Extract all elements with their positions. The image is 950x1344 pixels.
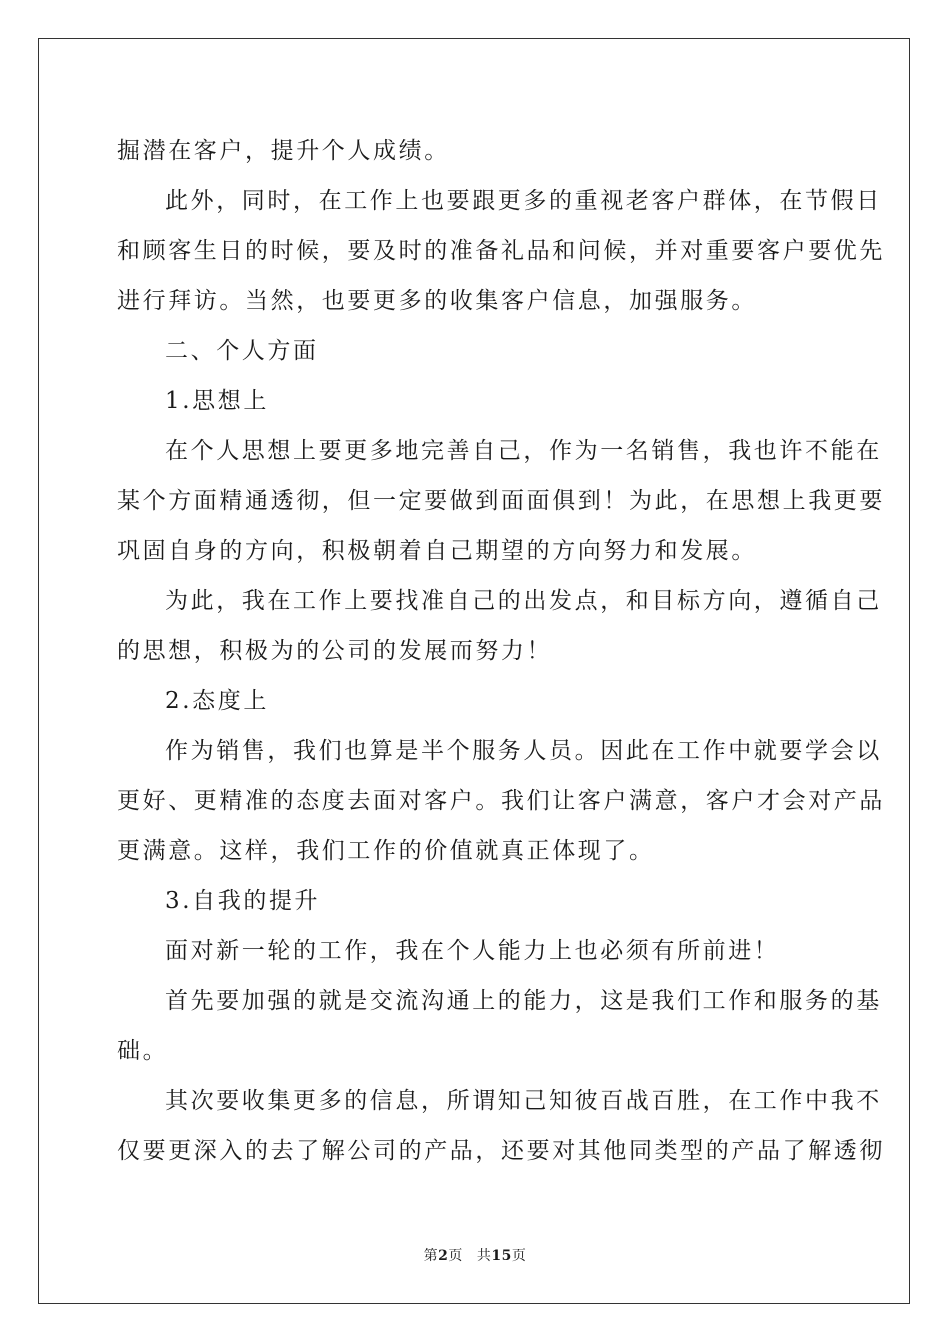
text-line: 仅要更深入的去了解公司的产品，还要对其他同类型的产品了解透彻	[117, 1138, 885, 1164]
text-line: 为此，我在工作上要找准自己的出发点，和目标方向，遵循自己	[165, 588, 882, 614]
subsection-heading: 1.思想上	[165, 388, 269, 414]
section-heading: 二、个人方面	[165, 338, 319, 364]
text-line: 在个人思想上要更多地完善自己，作为一名销售，我也许不能在	[165, 438, 882, 464]
text-line: 巩固自身的方向，积极朝着自己期望的方向努力和发展。	[117, 538, 757, 564]
text-line: 的思想，积极为的公司的发展而努力！	[117, 638, 553, 664]
text-line: 更好、更精准的态度去面对客户。我们让客户满意，客户才会对产品	[117, 788, 885, 814]
page-prefix: 第	[423, 1248, 439, 1264]
page-suffix: 页	[448, 1248, 463, 1264]
body-text	[117, 126, 885, 1176]
subsection-heading: 2.态度上	[165, 688, 269, 714]
text-line: 此外，同时，在工作上也要跟更多的重视老客户群体，在节假日	[165, 188, 882, 214]
text-line: 进行拜访。当然，也要更多的收集客户信息，加强服务。	[117, 288, 757, 314]
text-line: 某个方面精通透彻，但一定要做到面面俱到！为此，在思想上我更要	[117, 488, 885, 514]
total-prefix: 共	[476, 1248, 492, 1264]
text-line: 础。	[117, 1038, 169, 1064]
page-footer	[0, 1245, 950, 1265]
total-suffix: 页	[511, 1248, 527, 1264]
text-line: 作为销售，我们也算是半个服务人员。因此在工作中就要学会以	[165, 738, 882, 764]
text-line: 掘潜在客户，提升个人成绩。	[117, 138, 450, 164]
text-line: 和顾客生日的时候，要及时的准备礼品和问候，并对重要客户要优先	[117, 238, 885, 264]
text-line: 其次要收集更多的信息，所谓知己知彼百战百胜，在工作中我不	[165, 1088, 882, 1114]
text-line: 面对新一轮的工作，我在个人能力上也必须有所前进！	[165, 938, 780, 964]
page-current: 2	[438, 1248, 449, 1264]
subsection-heading: 3.自我的提升	[165, 888, 321, 914]
text-line: 首先要加强的就是交流沟通上的能力，这是我们工作和服务的基	[165, 988, 882, 1014]
text-line: 更满意。这样，我们工作的价值就真正体现了。	[117, 838, 655, 864]
page-total: 15	[491, 1248, 512, 1264]
